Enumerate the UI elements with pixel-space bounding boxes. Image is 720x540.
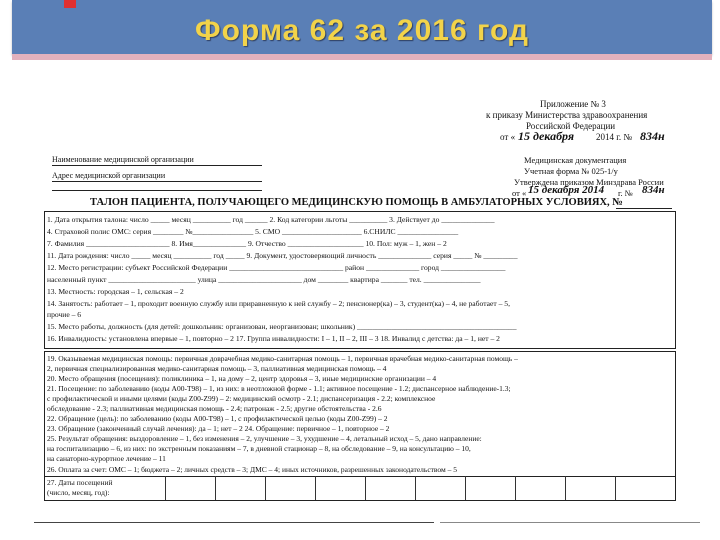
form-line: 16. Инвалидность: установлена впервые – 1, повторно – 2 17. Группа инвалидности: I – 1, II – 2, III – 3 18. Инвалид с детства: да – 1, нет – 2	[47, 334, 500, 343]
form-line: 1. Дата открытия талона: число _____ месяц __________ год ______ 2. Код категории льготы __________ 3. Действует до ______________	[47, 215, 495, 224]
form-line: 15. Место работы, должность (для детей: дошкольник: организован, неорганизован; школьник) __________________________________________	[47, 322, 517, 331]
medical-care-section	[44, 351, 676, 501]
approved-year: г. №	[618, 188, 633, 198]
approved-date-handwritten: 15 декабря 2014	[528, 184, 605, 196]
slide-title: Форма 62 за 2016 год	[194, 14, 530, 47]
order-number-handwritten: 834н	[640, 129, 665, 143]
form-line: 25. Результат обращения: выздоровление – 1, без изменения – 2, улучшение – 3, ухудшение – 4, летальный исход – 5, дано направление:	[47, 434, 482, 443]
order-date-handwritten: 15 декабря	[518, 129, 575, 143]
form-line: 26. Оплата за счет: ОМС – 1; бюджета – 2; личных средств – 3; ДМС – 4; иных источников, разрешенных законодательством – 5	[47, 465, 458, 474]
order-year: 2014 г. №	[596, 132, 633, 142]
footer-divider	[440, 522, 700, 523]
form-line: 12. Место регистрации: субъект Российской Федерации ______________________________ район ______________ город _________________	[47, 263, 506, 272]
form-line: на госпитализацию – 6, из них: по экстренным показаниям – 7, в дневной стационар – 8, на обследование – 9, на консультацию – 10,	[47, 444, 471, 453]
form-line: 7. Фамилия ______________________ 8. Имя______________ 9. Отчество ____________________ 10. Пол: муж – 1, жен – 2	[47, 239, 447, 248]
appendix-line-3: Российской Федерации	[526, 121, 616, 131]
order-from: от «	[500, 132, 516, 142]
visits-sublabel: (число, месяц, год):	[47, 488, 110, 497]
form-line: обследование - 2.3; паллиативная медицинская помощь - 2.4; патронаж - 2.5; другие обстоятельства - 2.6	[47, 404, 382, 413]
form-number: Учетная форма № 025-1/у	[524, 166, 618, 176]
form-line: прочие – 6	[47, 310, 82, 319]
title-banner	[12, 0, 712, 54]
form-line: 2, первичная специализированная медико-санитарная помощь – 3, паллиативная медицинская помощь – 4	[47, 364, 387, 373]
form-line: 19. Оказываемая медицинская помощь: первичная доврачебная медико-санитарная помощь – 1, первичная врачебная медико-санитарная помощь –	[47, 354, 518, 363]
form-line: 22. Обращение (цель): по заболеванию (коды А00-Т98) – 1, с профилактической целью (коды Z00-Z99) – 2	[47, 414, 388, 423]
scanned-form	[30, 72, 690, 524]
approved-number-handwritten: 834н	[642, 184, 665, 196]
form-line: 4. Страховой полис ОМС: серия ________ №________________ 5. СМО _____________________ 6.СНИЛС ________________	[47, 227, 459, 236]
approved-by: Утверждена приказом Минздрава России	[514, 177, 664, 187]
form-line: 13. Местность: городская – 1, сельская – 2	[47, 287, 184, 296]
form-line: 23. Обращение (законченный случай лечения): да – 1; нет – 2 24. Обращение: первичное – 1, повторное – 2	[47, 424, 390, 433]
appendix-line-1: Приложение № 3	[540, 99, 606, 109]
footer-divider	[34, 522, 434, 523]
visits-label: 27. Даты посещений	[47, 478, 113, 487]
org-name-label: Наименование медицинской организации	[52, 155, 194, 164]
appendix-line-2: к приказу Министерства здравоохранения	[486, 110, 648, 120]
org-address-label: Адрес медицинской организации	[52, 171, 166, 180]
form-line: 21. Посещение: по заболеванию (коды А00-Т98) – 1, из них: в неотложной форме - 1.1; активное посещение - 1.2; диспансерное наблюдение-1.3;	[47, 384, 511, 393]
form-line: 11. Дата рождения: число _____ месяц __________ год _____ 9. Документ, удостоверяющий личность ______________ серия _____ № _________	[47, 251, 518, 260]
form-line: с профилактической и иными целями (коды Z00-Z99) – 2: медицинский осмотр - 2.1; диспансеризация - 2.2; комплексное	[47, 394, 436, 403]
logo-mark	[64, 0, 76, 8]
med-doc-label: Медицинская документация	[524, 155, 627, 165]
form-line: населенный пункт _______________________ улица ______________________ дом ________ квартира _______ тел. _______________	[47, 275, 481, 284]
patient-info-section	[44, 211, 676, 349]
form-line: 14. Занятость: работает – 1, проходит военную службу или приравненную к ней службу – 2; пенсионер(ка) – 3, студент(ка) – 4, не работает – 5,	[47, 299, 510, 308]
approved-from: от «	[512, 188, 527, 198]
form-line: 20. Место обращения (посещения): поликлиника – 1, на дому – 2, центр здоровья – 3, иные медицинские организации – 4	[47, 374, 437, 383]
form-line: на санаторно-курортное лечение – 11	[47, 454, 166, 463]
document-title: ТАЛОН ПАЦИЕНТА, ПОЛУЧАЮЩЕГО МЕДИЦИНСКУЮ ПОМОЩЬ В АМБУЛАТОРНЫХ УСЛОВИЯХ, №	[90, 197, 623, 208]
